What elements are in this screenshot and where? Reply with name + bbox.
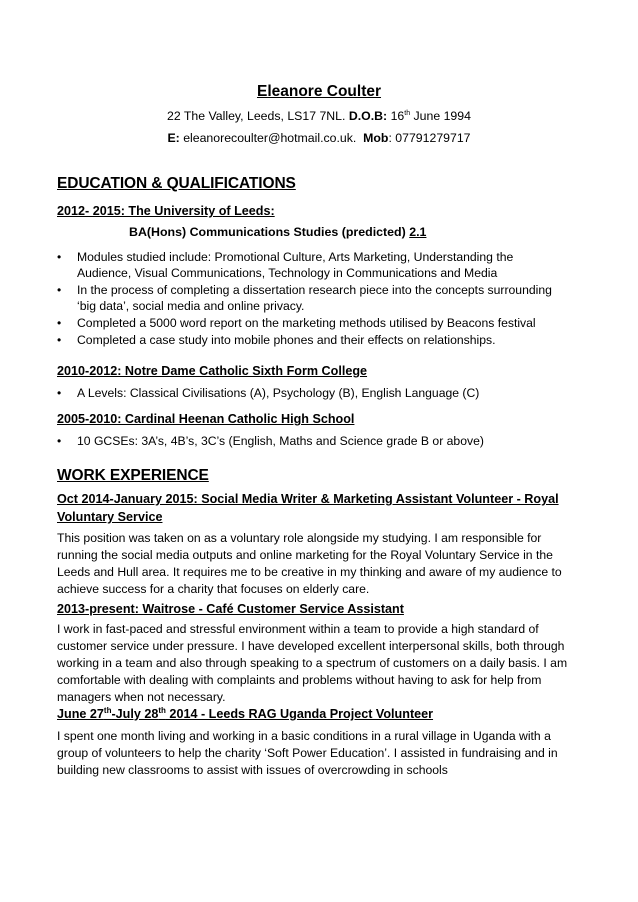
list-item: • Completed a case study into mobile phones and their effects on relationships. [57,332,567,348]
address-line [0,109,638,124]
dob-label: D.O.B: [348,109,388,123]
education-heading: EDUCATION & QUALIFICATIONS [57,175,296,192]
work-entry-text: This position was taken on as a voluntary role alongside my studying. I am responsible for running the social media outputs and online marketing for the Royal Voluntary Service in the Leeds and Hull area. It requires me to be creative in my thinking and aware of my audience to achieve success for a charity that focuses on elderly care. [57,531,562,596]
degree-name: BA(Hons) Communications Studies (predicted) [129,225,406,239]
dob-day: 16 [390,109,405,123]
dob-suffix: th [404,110,411,117]
degree-line [129,225,426,239]
dob-rest: June 1994 [413,109,471,123]
education-bullets [57,433,567,449]
work-entry-title: Oct 2014-January 2015: Social Media Writer & Marketing Assistant Volunteer - Royal Voluntary Service [57,492,559,524]
list-item: • A Levels: Classical Civilisations (A), Psychology (B), English Language (C) [57,385,567,401]
title-part: 2014 - Leeds RAG Uganda Project Volunteer [165,707,434,721]
education-entry-title: 2012- 2015: The University of Leeds: [57,204,275,218]
mob-label: Mob [363,131,389,145]
title-part: June 27 [57,707,104,721]
title-suffix: th [158,706,166,715]
work-entry-text: I spent one month living and working in a basic conditions in a rural village in Uganda with a group of volunteers to help the charity ‘Soft Power Education’. I assisted in fundraising and in building new classrooms to assist with issues of overcrowding in schools [57,729,558,777]
education-bullets [57,385,567,401]
degree-grade: 2.1 [409,225,427,239]
address: 22 The Valley, Leeds, LS17 7NL. [167,109,346,123]
work-entry-text: I work in fast-paced and stressful environment within a team to provide a high standard of customer service under pressure. I have developed excellent interpersonal skills, both through working in a team and also through speaking to a spectrum of customers on a daily basis. I am comfortable with dealing with complaints and problems without having to ask for help from managers when not necessary. [57,622,568,704]
list-item: • In the process of completing a dissertation research piece into the concepts surrounding ‘big data’, social media and online privacy. [57,282,567,314]
education-entry-title: 2005-2010: Cardinal Heenan Catholic High School [57,412,355,426]
contact-line: E: eleanorecoulter@hotmail.co.uk. Mob: 07791279717 [167,131,471,145]
list-item: • Completed a 5000 word report on the marketing methods utilised by Beacons festival [57,315,567,331]
education-entry-title: 2010-2012: Notre Dame Catholic Sixth Form College [57,364,368,378]
list-item: • 10 GCSEs: 3A’s, 4B’s, 3C’s (English, Maths and Science grade B or above) [57,433,567,449]
work-entry-title [57,705,577,723]
email: eleanorecoulter@hotmail.co.uk. [183,131,357,145]
mobile-number: 07791279717 [395,131,471,145]
title-suffix: th [103,706,112,715]
list-item: • Modules studied include: Promotional Culture, Arts Marketing, Understanding the Audience, Visual Communications, Technology in Communications and Media [57,249,567,281]
cv-name: Eleanore Coulter [256,83,382,100]
work-heading: WORK EXPERIENCE [57,467,209,484]
work-entry-title: 2013-present: Waitrose - Café Customer Service Assistant [57,602,404,616]
title-part: -July 28 [111,707,159,721]
email-label: E: [167,131,180,145]
education-bullets [57,249,567,348]
